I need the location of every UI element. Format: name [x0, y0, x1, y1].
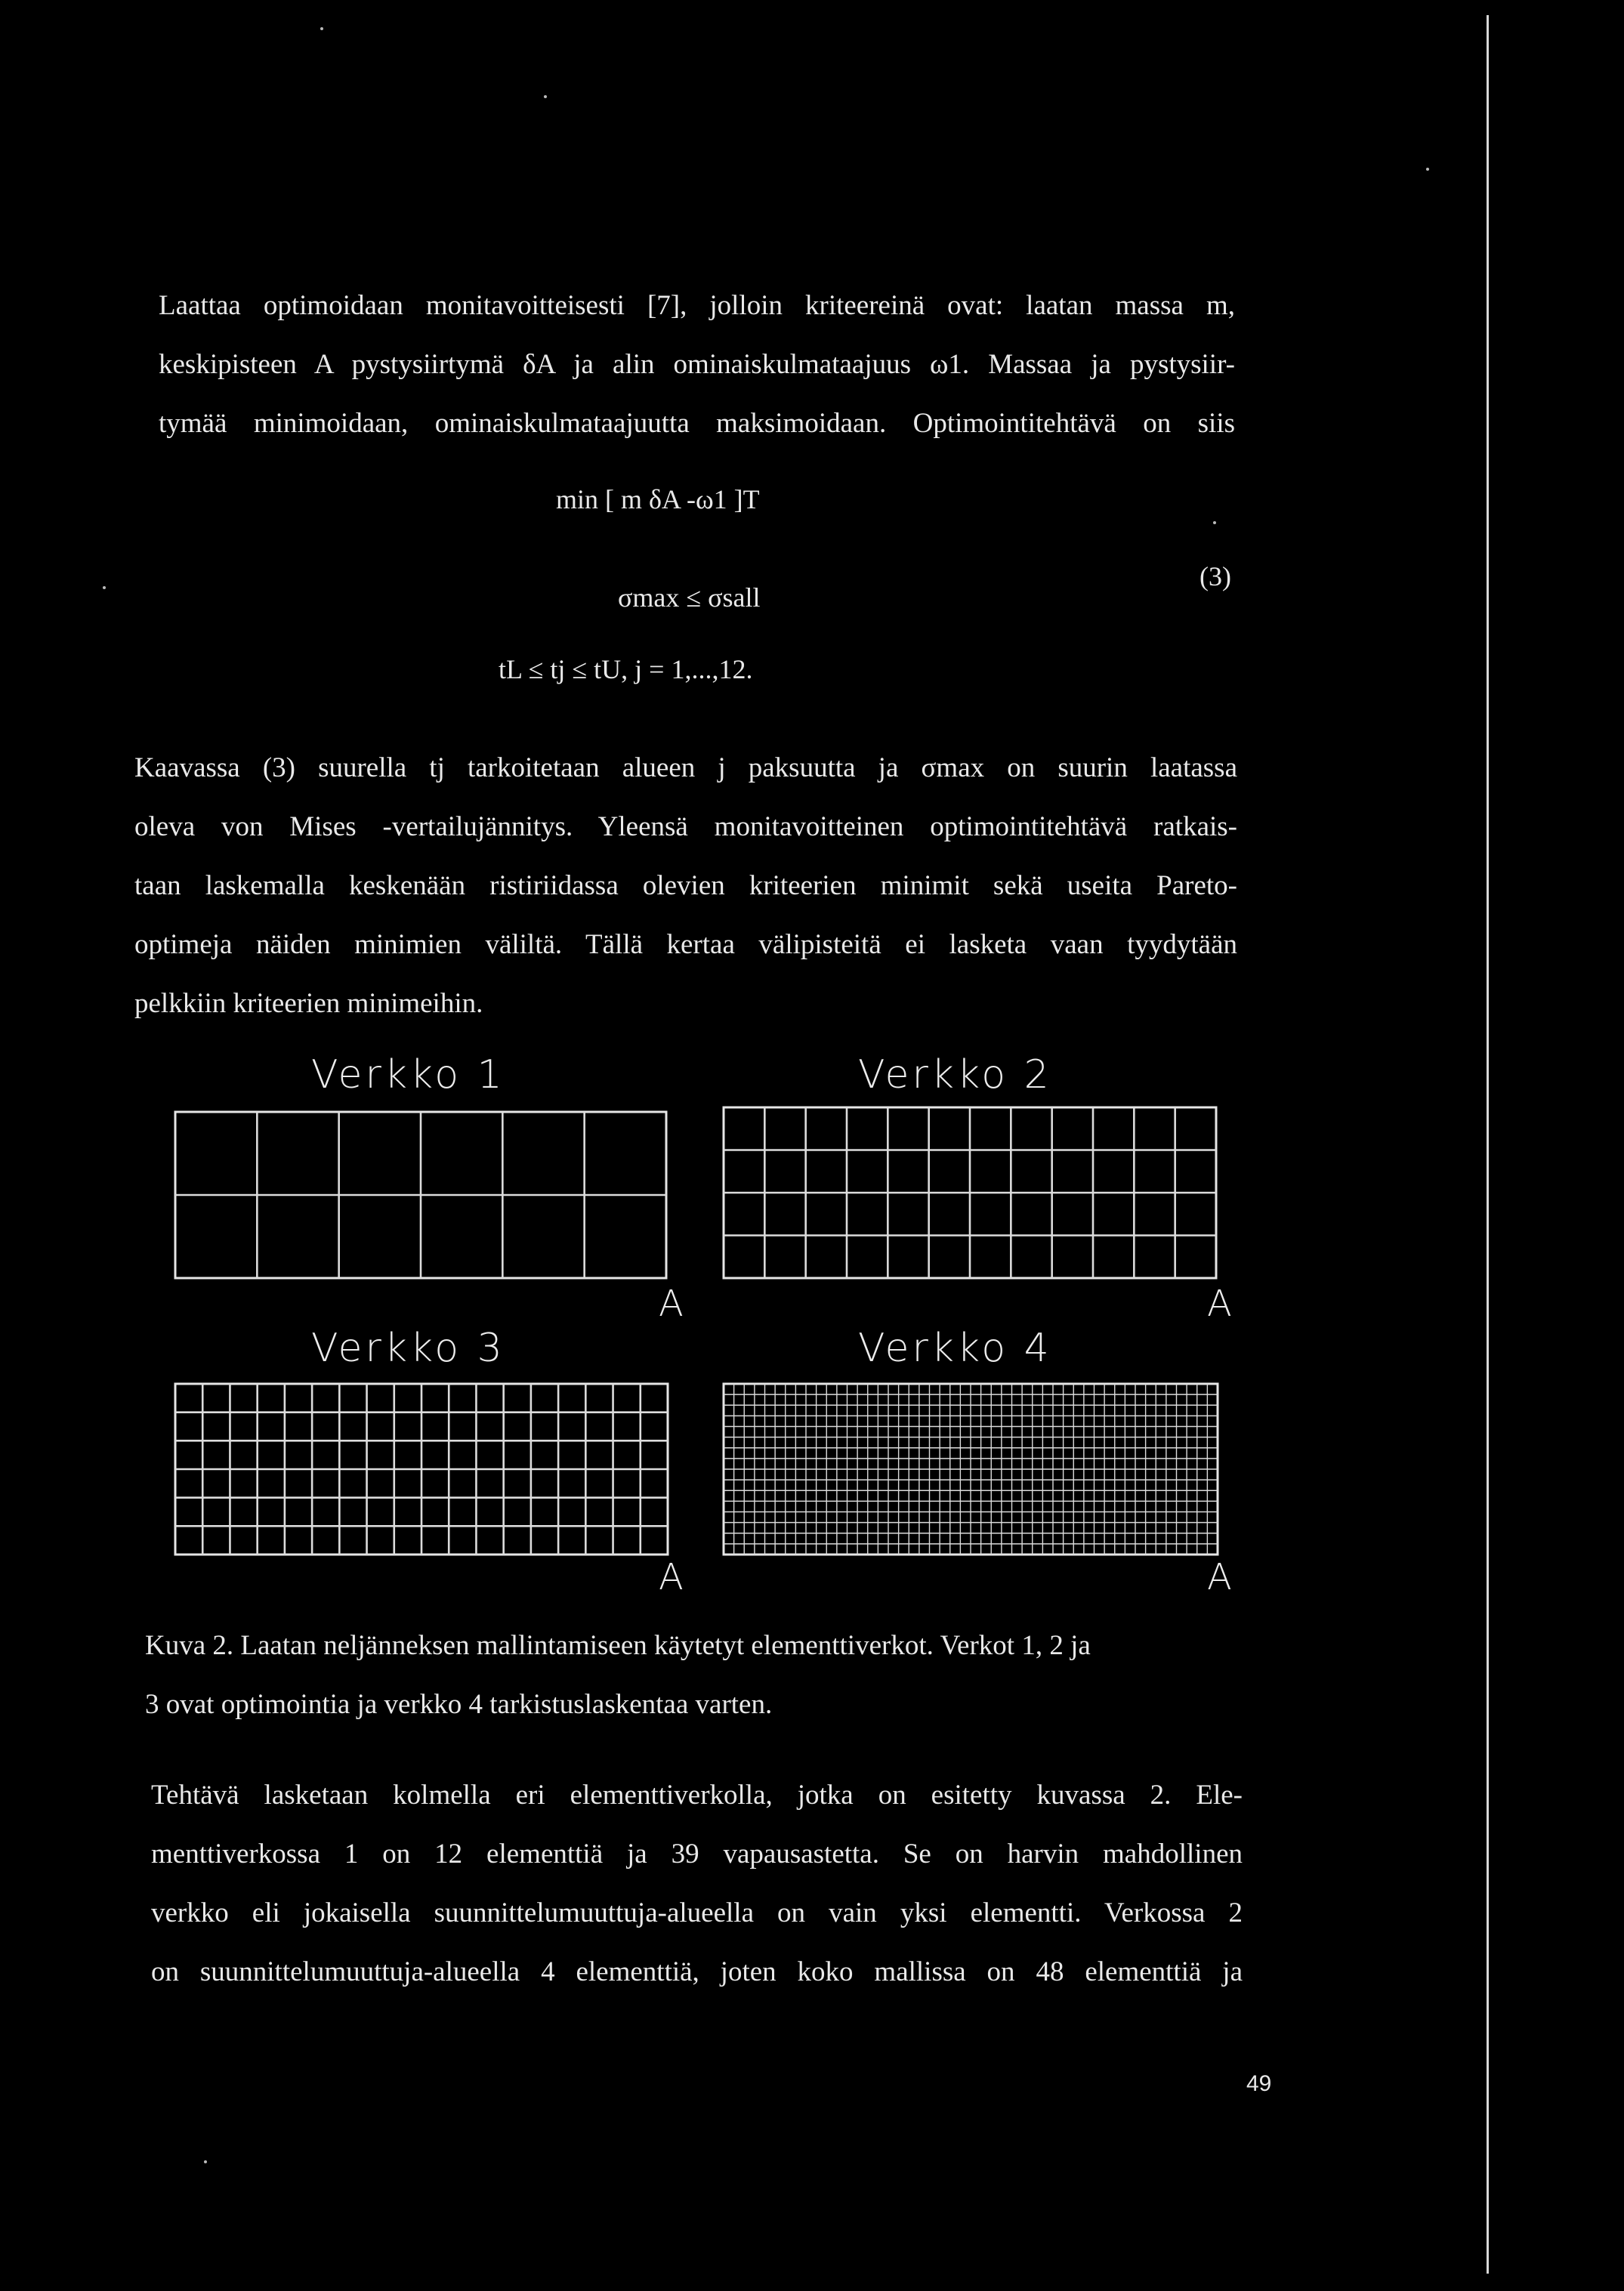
- scan-edge-line: [1487, 15, 1489, 2274]
- text-line: verkko eli jokaisella suunnittelumuuttuja-alueella on vain yksi elementti. Verkossa 2: [151, 1897, 1243, 1928]
- text-line: Tehtävä lasketaan kolmella eri elementtiverkolla, jotka on esitetty kuvassa 2. Ele-: [151, 1780, 1243, 1811]
- point-label-a: A: [1207, 1556, 1232, 1598]
- equation-number: (3): [1199, 561, 1231, 591]
- mesh-title: Verkko 1: [311, 1052, 505, 1098]
- text-line: on suunnittelumuuttuja-alueella 4 elementtiä, joten koko mallissa on 48 elementtiä ja: [151, 1956, 1243, 1987]
- scan-speck: [320, 27, 323, 30]
- point-label-a: A: [1207, 1283, 1232, 1325]
- paragraph-explanation: [134, 739, 1237, 1033]
- mesh-title: Verkko 3: [311, 1326, 505, 1371]
- text-line: pelkkiin kriteerien minimeihin.: [134, 988, 483, 1019]
- scan-speck: [1426, 168, 1429, 171]
- equation-thickness-constraint: tL ≤ tj ≤ tU, j = 1,...,12.: [499, 654, 753, 684]
- equation-objective: min [ m δA -ω1 ]T: [556, 484, 760, 514]
- text-line: menttiverkossa 1 on 12 elementtiä ja 39 vapausastetta. Se on harvin mahdollinen: [151, 1839, 1243, 1870]
- point-label-a: A: [659, 1556, 684, 1598]
- scan-speck: [1213, 521, 1216, 524]
- text-line: oleva von Mises -vertailujännitys. Yleensä monitavoitteinen optimointitehtävä ratkais-: [134, 811, 1237, 842]
- scan-speck: [544, 95, 547, 98]
- mesh-layer: [175, 1052, 1232, 1598]
- equation-stress-constraint: σmax ≤ σsall: [618, 582, 761, 613]
- mesh-1: [175, 1052, 684, 1325]
- text-line: optimeja näiden minimien väliltä. Tällä kertaa välipisteitä ei lasketa vaan tyydytään: [134, 929, 1237, 960]
- mesh-4: [724, 1326, 1232, 1598]
- point-label-a: A: [659, 1283, 684, 1325]
- scan-speck: [103, 586, 106, 589]
- text-line: keskipisteen A pystysiirtymä δA ja alin ominaiskulmataajuus ω1. Massaa ja pystysiir-: [159, 349, 1235, 380]
- caption-line: Kuva 2. Laatan neljänneksen mallintamiseen käytetyt elementtiverkot. Verkot 1, 2 ja: [145, 1630, 1091, 1661]
- paragraph-meshes: [151, 1766, 1243, 2002]
- text-line: tymää minimoidaan, ominaiskulmataajuutta maksimoidaan. Optimointitehtävä on siis: [159, 408, 1235, 439]
- text-line: Kaavassa (3) suurella tj tarkoitetaan alueen j paksuutta ja σmax on suurin laatassa: [134, 752, 1237, 783]
- mesh-figure: [0, 1042, 1624, 1609]
- mesh-title: Verkko 4: [858, 1326, 1052, 1371]
- mesh-3: [175, 1326, 684, 1598]
- text-line: Laattaa optimoidaan monitavoitteisesti [7], jolloin kriteereinä ovat: laatan massa m,: [159, 290, 1235, 321]
- scan-speck: [204, 2160, 207, 2163]
- text-line: taan laskemalla keskenään ristiriidassa olevien kriteerien minimit sekä useita Pareto-: [134, 870, 1237, 901]
- page-number: 49: [1246, 2071, 1272, 2096]
- paragraph-intro: [159, 276, 1235, 453]
- caption-line: 3 ovat optimointia ja verkko 4 tarkistuslaskentaa varten.: [145, 1689, 773, 1720]
- mesh-title: Verkko 2: [858, 1052, 1052, 1098]
- mesh-2: [724, 1052, 1232, 1325]
- figure-caption: [145, 1616, 1248, 1734]
